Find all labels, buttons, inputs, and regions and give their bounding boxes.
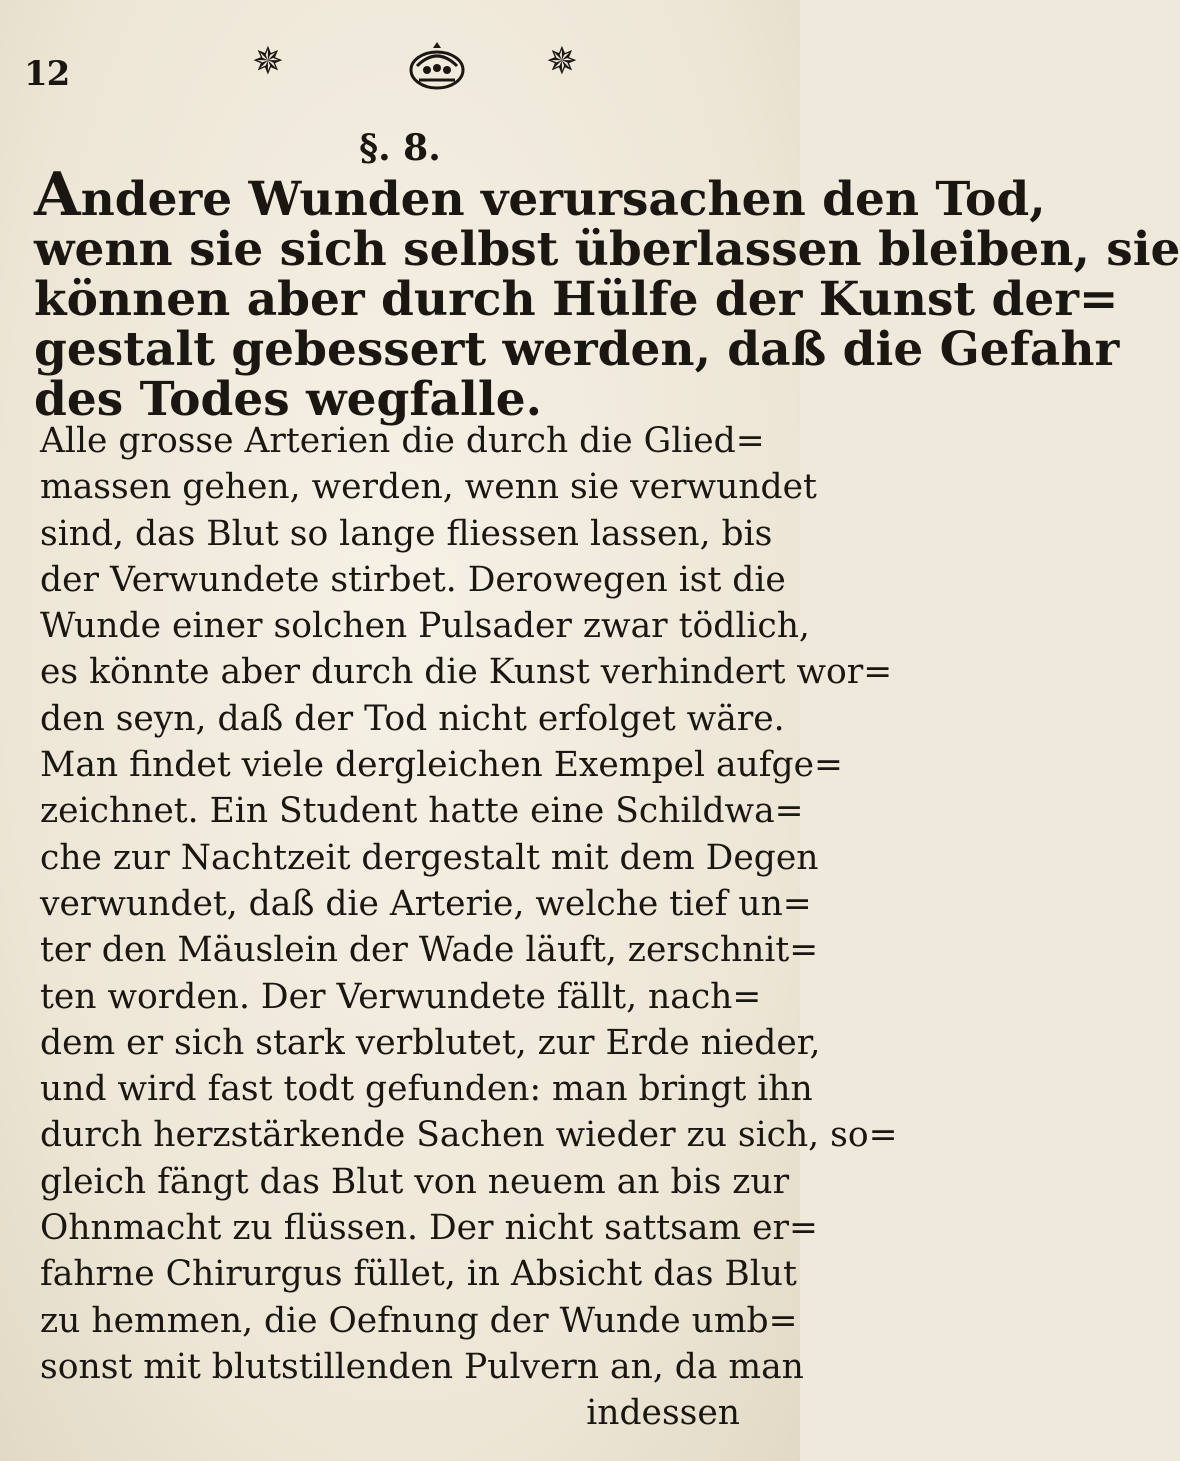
heading-line: des Todes wegfalle. xyxy=(34,372,542,427)
body-line: dem er sich stark verblutet, zur Erde nieder, xyxy=(40,1022,821,1063)
body-line: zeichnet. Ein Student hatte eine Schildwa= xyxy=(40,791,804,832)
body-line: che zur Nachtzeit dergestalt mit dem Degen xyxy=(40,837,819,878)
body-line: Man findet viele dergleichen Exempel aufge= xyxy=(40,745,843,786)
heading-line-text: ndere Wunden verursachen den Tod, xyxy=(80,172,1046,227)
body-line: gleich fängt das Blut von neuem an bis zur xyxy=(40,1161,790,1202)
heading-line xyxy=(34,160,1046,230)
heading-line: gestalt gebessert werden, daß die Gefahr xyxy=(34,322,1120,377)
catchword: indessen xyxy=(586,1393,740,1434)
body-line: und wird fast todt gefunden: man bringt ihn xyxy=(40,1069,813,1110)
body-line: Ohnmacht zu flüssen. Der nicht sattsam er= xyxy=(40,1208,818,1249)
body-line: verwundet, daß die Arterie, welche tief un= xyxy=(40,883,812,924)
heading-line: wenn sie sich selbst überlassen bleiben, sie xyxy=(34,222,1180,277)
body-line: ter den Mäuslein der Wade läuft, zerschnit= xyxy=(40,930,819,971)
crest-icon xyxy=(405,40,469,92)
body-line: der Verwundete stirbet. Derowegen ist die xyxy=(40,559,786,600)
body-line: sonst mit blutstillenden Pulvern an, da man xyxy=(40,1346,804,1387)
body-line: fahrne Chirurgus füllet, in Absicht das Blut xyxy=(40,1254,797,1295)
heading-line: können aber durch Hülfe der Kunst der= xyxy=(34,272,1119,327)
body-paragraph xyxy=(40,418,898,1437)
body-line: Wunde einer solchen Pulsader zwar tödlich, xyxy=(40,606,810,647)
star-icon: ✵ xyxy=(546,39,578,83)
body-line: den seyn, daß der Tod nicht erfolget wäre. xyxy=(40,698,785,739)
body-line: es könnte aber durch die Kunst verhindert wor= xyxy=(40,652,893,693)
star-icon: ✵ xyxy=(252,39,284,83)
body-line: Alle grosse Arterien die durch die Glied= xyxy=(40,421,765,461)
section-number: §. 8. xyxy=(359,127,441,169)
drop-capital: A xyxy=(34,160,81,230)
body-line: massen gehen, werden, wenn sie verwundet xyxy=(40,467,817,508)
section-heading xyxy=(34,160,1180,427)
body-line: durch herzstärkende Sachen wieder zu sich, so= xyxy=(40,1115,898,1156)
body-line: ten worden. Der Verwundete fällt, nach= xyxy=(40,976,762,1017)
body-line: zu hemmen, die Oefnung der Wunde umb= xyxy=(40,1300,798,1341)
body-line: sind, das Blut so lange fliessen lassen, bis xyxy=(40,513,773,554)
page-number: 12 xyxy=(24,54,70,94)
